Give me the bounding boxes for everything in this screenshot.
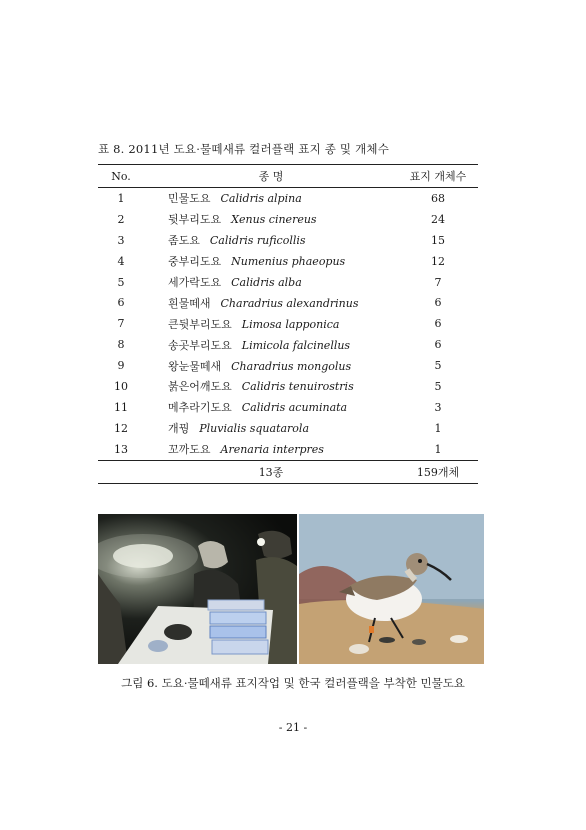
row-number: 3 bbox=[117, 233, 125, 247]
korean-name: 메추라기도요 bbox=[168, 401, 232, 415]
header-species-name: 종 명 bbox=[144, 165, 398, 188]
species-name-cell bbox=[144, 439, 398, 460]
row-number: 13 bbox=[114, 442, 128, 456]
figure-caption: 그림 6. 도요·물떼새류 표지작업 및 한국 컬러플랙을 부착한 민물도요 bbox=[121, 676, 465, 690]
species-table bbox=[98, 164, 478, 484]
table-row bbox=[98, 292, 478, 313]
korean-name: 중부리도요 bbox=[168, 255, 222, 269]
row-number: 11 bbox=[114, 400, 128, 414]
dunlin-photo bbox=[299, 514, 484, 664]
scientific-name: Xenus cinereus bbox=[231, 213, 317, 227]
band-count: 1 bbox=[434, 442, 442, 456]
korean-name: 세가락도요 bbox=[168, 276, 222, 289]
scientific-name: Calidris acuminata bbox=[241, 401, 348, 415]
table-row bbox=[98, 313, 478, 334]
band-count: 3 bbox=[434, 400, 442, 414]
header-count: 표지 개체수 bbox=[398, 165, 478, 188]
korean-name: 뒷부리도요 bbox=[168, 213, 222, 227]
scientific-name: Calidris tenuirostris bbox=[241, 380, 354, 394]
band-count: 1 bbox=[434, 421, 442, 435]
band-count: 68 bbox=[431, 191, 445, 205]
korean-name: 좀도요 bbox=[168, 234, 200, 248]
scientific-name: Charadrius alexandrinus bbox=[220, 296, 359, 310]
korean-name: 큰뒷부리도요 bbox=[168, 317, 232, 331]
band-count: 7 bbox=[434, 275, 442, 289]
table-row bbox=[98, 209, 478, 230]
page-number: - 21 - bbox=[278, 721, 308, 734]
korean-name: 흰물떼새 bbox=[168, 296, 211, 310]
table-row bbox=[98, 376, 478, 397]
band-count: 15 bbox=[431, 233, 445, 247]
korean-name: 민물도요 bbox=[168, 192, 211, 206]
species-name-cell bbox=[144, 418, 398, 439]
species-name-cell bbox=[144, 272, 398, 293]
scientific-name: Limosa lapponica bbox=[241, 317, 340, 331]
row-number: 8 bbox=[117, 338, 125, 352]
species-name-cell bbox=[144, 292, 398, 313]
total-count: 159개체 bbox=[398, 460, 478, 483]
korean-name: 왕눈물떼새 bbox=[168, 359, 222, 373]
korean-name: 송곳부리도요 bbox=[168, 338, 232, 352]
species-name-cell bbox=[144, 230, 398, 251]
species-name-cell bbox=[144, 355, 398, 376]
row-number: 1 bbox=[117, 191, 125, 205]
dunlin-illustration bbox=[299, 514, 484, 664]
row-number: 6 bbox=[117, 296, 125, 310]
table-row bbox=[98, 251, 478, 272]
banding-work-illustration bbox=[98, 514, 297, 664]
header-no: No. bbox=[98, 165, 144, 188]
band-count: 5 bbox=[434, 359, 442, 373]
band-count: 24 bbox=[431, 212, 445, 226]
table-total-row bbox=[98, 460, 478, 483]
table-row bbox=[98, 355, 478, 376]
scientific-name: Limicola falcinellus bbox=[241, 338, 351, 352]
row-number: 2 bbox=[117, 212, 125, 226]
table-row bbox=[98, 230, 478, 251]
species-name-cell bbox=[144, 313, 398, 334]
row-number: 4 bbox=[117, 254, 125, 268]
banding-work-photo bbox=[98, 514, 297, 664]
table-row bbox=[98, 188, 478, 209]
species-name-cell bbox=[144, 334, 398, 355]
table-row bbox=[98, 418, 478, 439]
table-row bbox=[98, 439, 478, 460]
band-count: 6 bbox=[434, 338, 442, 352]
species-name-cell bbox=[144, 251, 398, 272]
scientific-name: Arenaria interpres bbox=[220, 443, 324, 457]
table-header-row bbox=[98, 165, 478, 188]
scientific-name: Calidris alpina bbox=[220, 192, 302, 206]
species-name-cell bbox=[144, 188, 398, 209]
table-caption: 표 8. 2011년 도요·물떼새류 컬러플랙 표지 종 및 개체수 bbox=[98, 142, 390, 156]
table-row bbox=[98, 272, 478, 293]
table-row bbox=[98, 397, 478, 418]
scientific-name: Calidris alba bbox=[231, 276, 302, 289]
total-species: 13종 bbox=[144, 460, 398, 483]
korean-name: 꼬까도요 bbox=[168, 443, 211, 457]
row-number: 9 bbox=[117, 359, 125, 373]
species-name-cell bbox=[144, 376, 398, 397]
species-name-cell bbox=[144, 397, 398, 418]
total-blank-cell bbox=[98, 460, 144, 483]
band-count: 5 bbox=[434, 379, 442, 393]
row-number: 10 bbox=[114, 379, 128, 393]
scientific-name: Pluvialis squatarola bbox=[199, 422, 310, 436]
band-count: 6 bbox=[434, 296, 442, 310]
korean-name: 붉은어깨도요 bbox=[168, 380, 232, 394]
row-number: 7 bbox=[117, 317, 125, 331]
band-count: 12 bbox=[431, 254, 445, 268]
scientific-name: Charadrius mongolus bbox=[231, 359, 352, 373]
band-count: 6 bbox=[434, 317, 442, 331]
korean-name: 개꿩 bbox=[168, 422, 190, 436]
species-name-cell bbox=[144, 209, 398, 230]
scientific-name: Numenius phaeopus bbox=[231, 255, 346, 269]
row-number: 12 bbox=[114, 421, 128, 435]
scientific-name: Calidris ruficollis bbox=[209, 234, 306, 248]
row-number: 5 bbox=[117, 275, 125, 289]
table-row bbox=[98, 334, 478, 355]
